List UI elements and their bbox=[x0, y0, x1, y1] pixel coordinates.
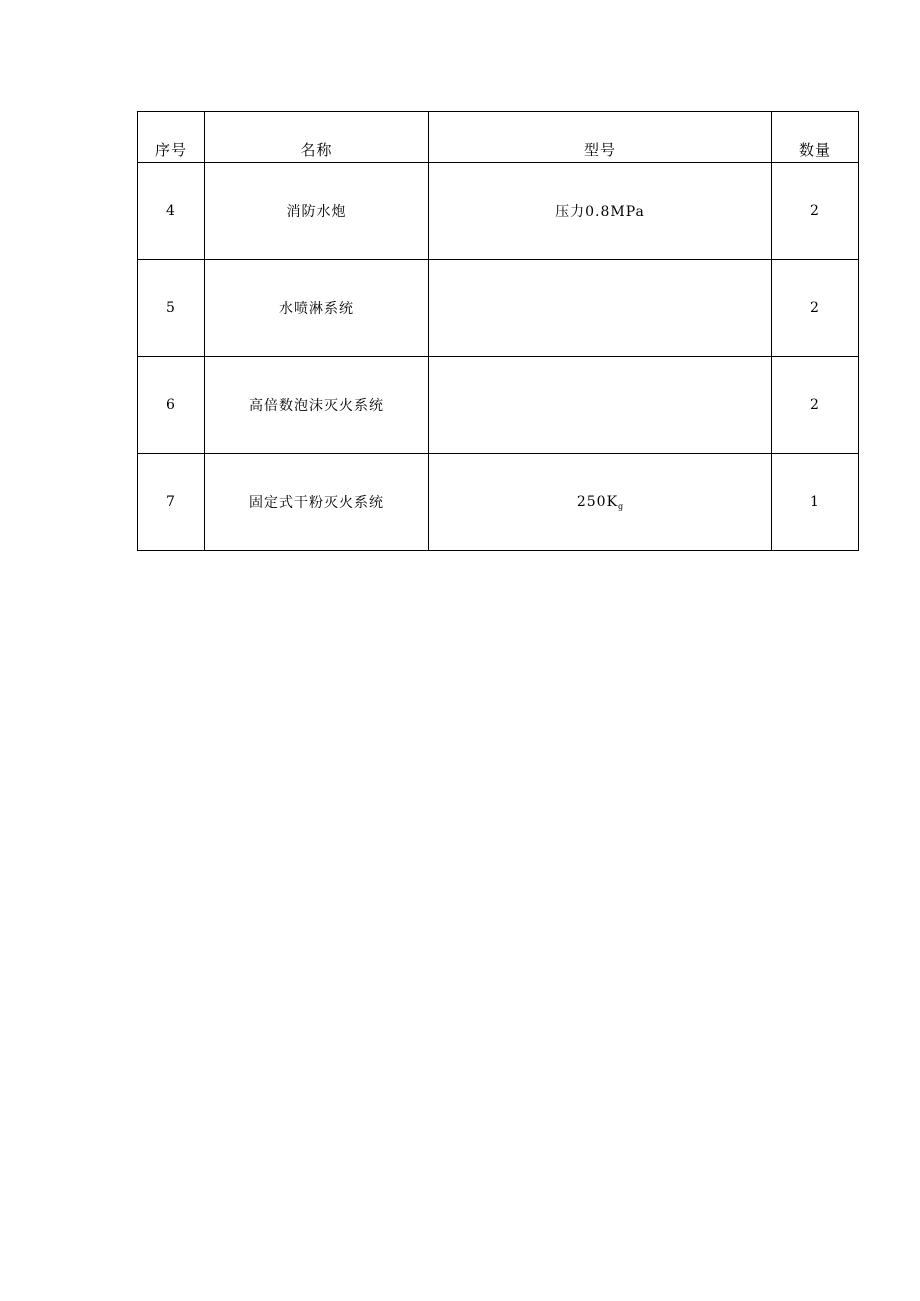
cell-model bbox=[429, 454, 772, 551]
cell-qty: 2 bbox=[772, 163, 859, 260]
cell-seq: 6 bbox=[138, 357, 205, 454]
cell-model bbox=[429, 357, 772, 454]
model-unit-subscript: g bbox=[618, 501, 624, 511]
model-value: 250K bbox=[576, 493, 619, 510]
cell-qty: 2 bbox=[772, 357, 859, 454]
equipment-table bbox=[137, 111, 859, 551]
header-name: 名称 bbox=[205, 112, 429, 163]
cell-name: 水喷淋系统 bbox=[205, 260, 429, 357]
table-row bbox=[138, 163, 859, 260]
cell-qty: 2 bbox=[772, 260, 859, 357]
header-model: 型号 bbox=[429, 112, 772, 163]
cell-seq: 5 bbox=[138, 260, 205, 357]
table-row bbox=[138, 357, 859, 454]
table-row bbox=[138, 260, 859, 357]
cell-name: 消防水炮 bbox=[205, 163, 429, 260]
header-seq: 序号 bbox=[138, 112, 205, 163]
cell-model bbox=[429, 260, 772, 357]
cell-name: 高倍数泡沫灭火系统 bbox=[205, 357, 429, 454]
table-row bbox=[138, 454, 859, 551]
table-header-row bbox=[138, 112, 859, 163]
cell-seq: 7 bbox=[138, 454, 205, 551]
cell-qty: 1 bbox=[772, 454, 859, 551]
cell-model: 压力0.8MPa bbox=[429, 163, 772, 260]
header-qty: 数量 bbox=[772, 112, 859, 163]
cell-name: 固定式干粉灭火系统 bbox=[205, 454, 429, 551]
cell-seq: 4 bbox=[138, 163, 205, 260]
